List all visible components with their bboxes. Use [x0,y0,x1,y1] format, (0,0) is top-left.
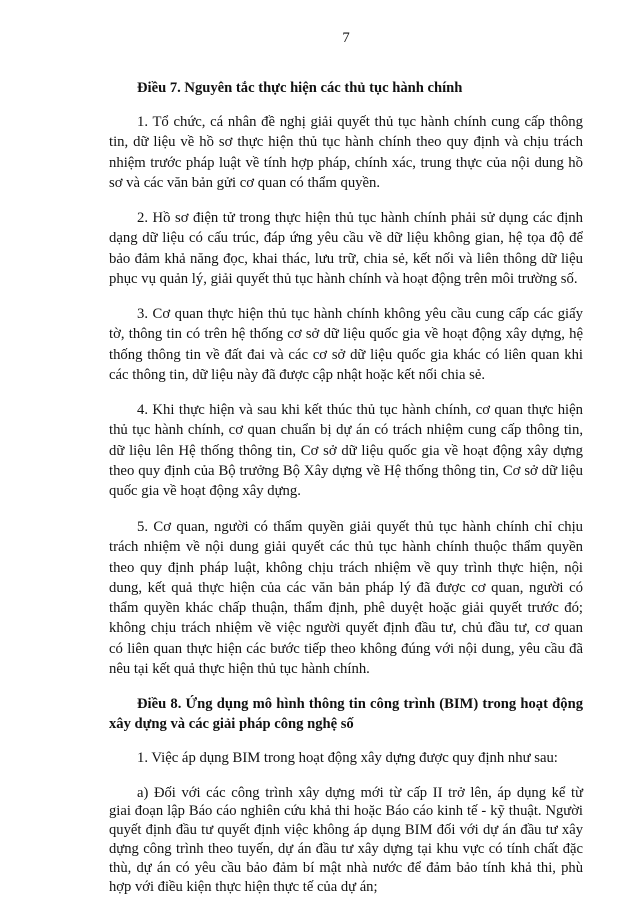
article-8-paragraph-1 [109,748,583,768]
text-line: dữ liệu lên Hệ thống thông tin, Cơ sở dữ liệu quốc gia về hoạt động xây dựng [109,442,583,459]
article-7-paragraph-2 [109,208,583,289]
text-line: thẩm quyền khác chấp thuận, thẩm định, phê duyệt hoặc giải quyết trước đó; [109,600,583,617]
text-line: 4. Khi thực hiện và sau khi kết thúc thủ tục hành chính, cơ quan thực hiện [137,402,583,418]
text-line: tờ, thông tin có trên hệ thống cơ sở dữ liệu quốc gia về hoạt động xây dựng, hệ [109,326,583,343]
text-line: bảo đảm khả năng đọc, khai thác, lưu trữ, chia sẻ, kết nối và liên thông dữ liệu [109,250,583,267]
heading-line: xây dựng và các giải pháp công nghệ số [109,716,354,733]
text-line: thống thông tin về đất đai và các cơ sở dữ liệu quốc gia khác có liên quan khi [109,346,583,363]
text-line: dựng công trình theo tuyến, dự án đầu tư xây dựng tại khu vực có tính chất đặc [109,840,583,857]
text-line: quyết định đầu tư quyết định việc không áp dụng BIM đối với dự án đầu tư xây [109,822,583,839]
text-line: hợp với điều kiện thực hiện thực tế của dự án; [109,878,378,895]
text-line: phục vụ quản lý, giải quyết thủ tục hành chính và hoạt động trên môi trường số. [109,270,578,287]
text-line: quốc gia về hoạt động xây dựng. [109,483,301,500]
article-7-paragraph-3 [109,304,583,385]
article-7-heading [109,78,583,98]
page-number: 7 [342,30,350,46]
text-line: a) Đối với các công trình xây dựng mới từ cấp II trở lên, áp dụng kể từ [137,784,583,801]
article-8-point-a [109,784,583,897]
heading-line: Điều 8. Ứng dụng mô hình thông tin công trình (BIM) trong hoạt động [137,696,583,712]
text-line: nêu tại kết quả thực hiện thủ tục hành chính. [109,661,370,678]
text-line: nhiệm trước pháp luật về tính hợp pháp, chính xác, trung thực của nội dung hồ [109,154,583,171]
text-line: trách nhiệm về nội dung giải quyết các thủ tục hành chính thuộc thẩm quyền [109,539,583,556]
article-7-paragraph-5 [109,517,583,679]
text-line: sơ và các văn bản gửi cơ quan có thẩm quyền. [109,174,381,191]
text-line: giai đoạn lập Báo cáo nghiên cứu khả thi hoặc Báo cáo kinh tế - kỹ thuật. Người [109,803,583,820]
article-7-paragraph-1 [109,112,583,193]
heading-line: Điều 7. Nguyên tắc thực hiện các thủ tục hành chính [137,80,463,96]
text-line: thù, dự án có yêu cầu bảo đảm bí mật nhà nước để đảm bảo tính khả thi, phù [109,859,583,876]
text-line: dung, kết quả thực hiện của các văn bản pháp lý đã được cơ quan, người có [109,579,583,596]
text-line: theo quy định của Bộ trưởng Bộ Xây dựng về Hệ thống thông tin, Cơ sở dữ liệu [109,462,583,479]
text-line: 5. Cơ quan, người có thẩm quyền giải quyết thủ tục hành chính chỉ chịu [137,519,583,535]
text-line: tin, dữ liệu về hồ sơ thực hiện thủ tục hành chính theo quy định và chịu trách [109,134,583,151]
text-line: không chịu trách nhiệm về việc người quyết định đầu tư, chủ đầu tư, cơ quan [109,620,583,637]
text-line: 3. Cơ quan thực hiện thủ tục hành chính không yêu cầu cung cấp các giấy [137,306,583,322]
text-line: dạng dữ liệu có cấu trúc, đáp ứng yêu cầu về dữ liệu không gian, hệ tọa độ để [109,230,583,247]
text-line: 1. Tổ chức, cá nhân đề nghị giải quyết thủ tục hành chính cung cấp thông [137,114,583,130]
text-line: thủ tục hành chính, cơ quan chuẩn bị dự án có trách nhiệm cung cấp thông tin, [109,422,583,439]
text-line: theo quy định pháp luật, không chịu trách nhiệm về quy trình thực hiện, nội [109,559,583,576]
text-line: 1. Việc áp dụng BIM trong hoạt động xây dựng được quy định như sau: [137,750,558,766]
article-7-paragraph-4 [109,400,583,501]
article-8-heading [109,694,583,735]
text-line: các thông tin, dữ liệu này đã được cập nhật hoặc kết nối chia sẻ. [109,366,486,383]
text-line: 2. Hồ sơ điện tử trong thực hiện thủ tục hành chính phải sử dụng các định [137,210,583,226]
text-line: có liên quan thực hiện các bước tiếp theo không đúng với nội dung, yêu cầu đã [109,640,583,657]
